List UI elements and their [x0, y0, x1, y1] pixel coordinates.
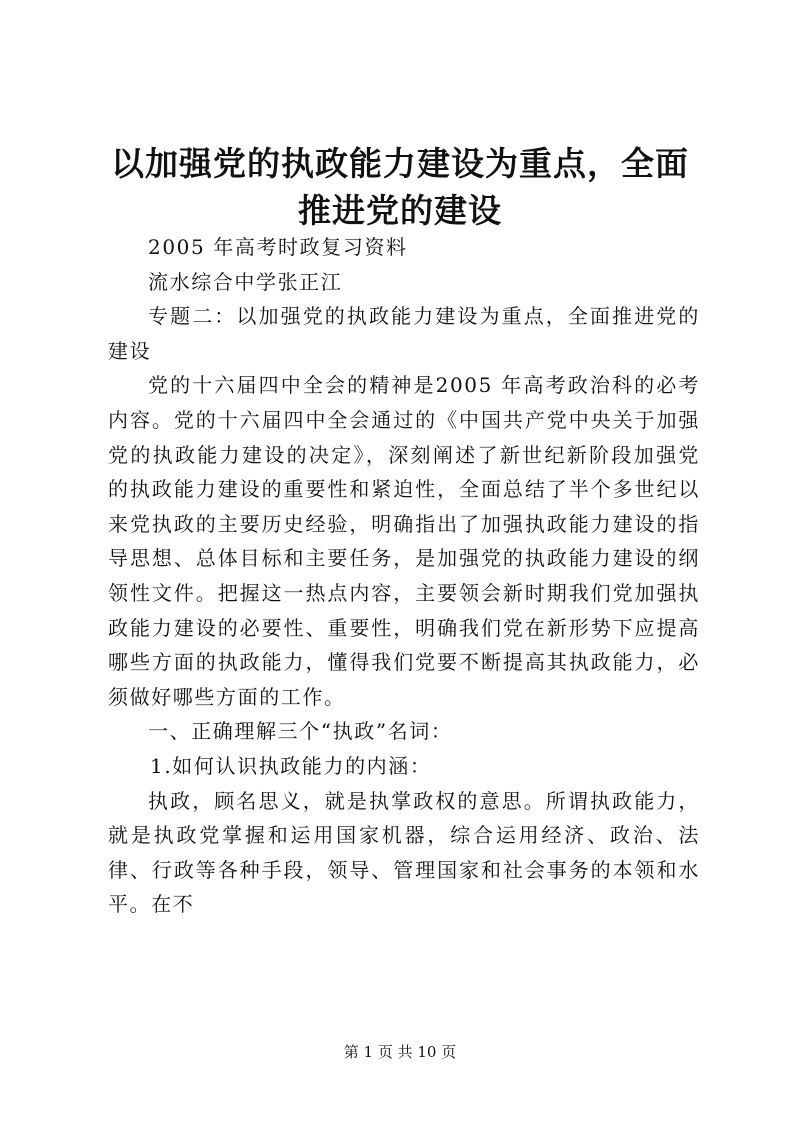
- paragraph-subsection-heading: 1.如何认识执政能力的内涵：: [150, 753, 432, 778]
- paragraph-section-heading: 一、正确理解三个“执政”名词：: [148, 719, 453, 744]
- paragraph-subject: 2005 年高考时政复习资料: [148, 235, 408, 259]
- paragraph-definition: 执政，顾名思义，就是执掌政权的意思。所谓执政能力，就是执政党掌握和运用国家机器，综合运用经济、政治、法律、行政等各种手段，领导、管理国家和社会事务的本领和水平。在不: [108, 788, 700, 917]
- paragraph-topic: 专题二：以加强党的执政能力建设为重点，全面推进党的建设: [108, 304, 700, 363]
- document-title: 以加强党的执政能力建设为重点，全面推进党的建设: [111, 144, 689, 230]
- page-number-footer: 第 1 页 共 10 页: [343, 1043, 457, 1061]
- paragraph-intro: 党的十六届四中全会的精神是2005 年高考政治科的必考内容。党的十六届四中全会通过的《中国共产党中央关于加强党的执政能力建设的决定》，深刻阐述了新世纪新阶段加强党的执政能力建设的重要性和紧迫性，全面总结了半个多世纪以来党执政的主要历史经验，明确指出了加强执政能力建设的指导思想、总体目标和主要任务，是加强党的执政能力建设的纲领性文件。把握这一热点内容，主要领会新时期我们党加强执政能力建设的必要性、重要性，明确我们党在新形势下应提高哪些方面的执政能力，懂得我们党要不断提高其执政能力，必须做好哪些方面的工作。: [108, 373, 700, 709]
- document-body: [108, 230, 700, 922]
- paragraph-author: 流水综合中学张正江: [148, 269, 343, 294]
